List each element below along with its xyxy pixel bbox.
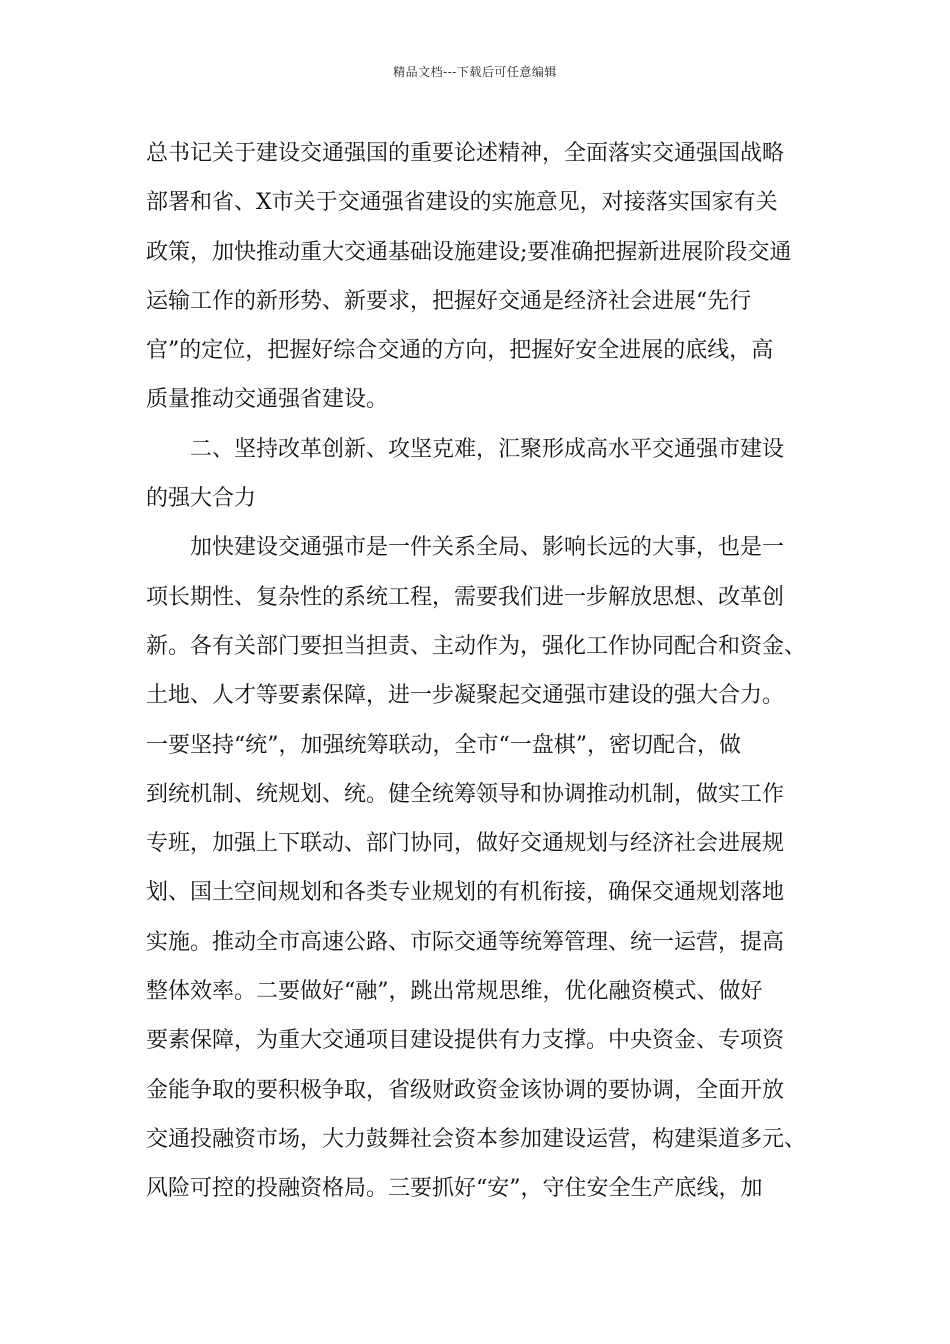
text-line: 总书记关于建设交通强国的重要论述精神，全面落实交通强国战略 (146, 141, 785, 166)
text-line: 要素保障，为重大交通项目建设提供有力支撑。中央资金、专项资 (146, 1028, 785, 1054)
text-line: 官”的定位，把握好综合交通的方向，把握好安全进展的底线，高 (146, 338, 774, 364)
text-line: 运输工作的新形势、新要求，把握好交通是经济社会进展“先行 (146, 288, 752, 314)
section-heading-line: 二、坚持改革创新、攻坚克难，汇聚形成高水平交通强市建设 (146, 436, 785, 462)
text-line: 质量推动交通强省建设。 (146, 387, 389, 413)
text-line: 一要坚持“统”，加强统筹联动，全市“一盘棋”，密切配合，做 (146, 732, 741, 758)
text-line: 政策，加快推动重大交通基础设施建设;要准确把握新进展阶段交通 (146, 239, 792, 265)
document-body (146, 129, 826, 1214)
text-line: 到统机制、统规划、统。健全统筹领导和协调推动机制，做实工作 (146, 781, 785, 807)
text-line: 划、国土空间规划和各类专业规划的有机衔接，确保交通规划落地 (146, 880, 785, 906)
text-line: 实施。推动全市高速公路、市际交通等统筹管理、统一运营，提高 (146, 929, 785, 955)
page-header: 精品文档---下载后可任意编辑 (393, 65, 557, 79)
text-line: 新。各有关部门要担当担责、主动作为，强化工作协同配合和资金、 (146, 633, 807, 659)
text-line: 加快建设交通强市是一件关系全局、影响长远的大事，也是一 (146, 535, 785, 561)
text-line: 整体效率。二要做好“融”，跳出常规思维，优化融资模式、做好 (146, 979, 763, 1005)
section-heading-line: 的强大合力 (146, 486, 257, 512)
text-line: 金能争取的要积极争取，省级财政资金该协调的要协调，全面开放 (146, 1077, 785, 1103)
text-line: 专班，加强上下联动、部门协同，做好交通规划与经济社会进展规 (146, 831, 785, 857)
text-line: 交通投融资市场，大力鼓舞社会资本参加建设运营，构建渠道多元、 (146, 1126, 807, 1152)
text-line: 风险可控的投融资格局。三要抓好“安”，守住安全生产底线，加 (146, 1176, 763, 1202)
text-line: 项长期性、复杂性的系统工程，需要我们进一步解放思想、改革创 (146, 584, 785, 610)
text-line: 部署和省、X市关于交通强省建设的实施意见，对接落实国家有关 (146, 190, 778, 216)
text-line: 土地、人才等要素保障，进一步凝聚起交通强市建设的强大合力。 (146, 683, 785, 709)
